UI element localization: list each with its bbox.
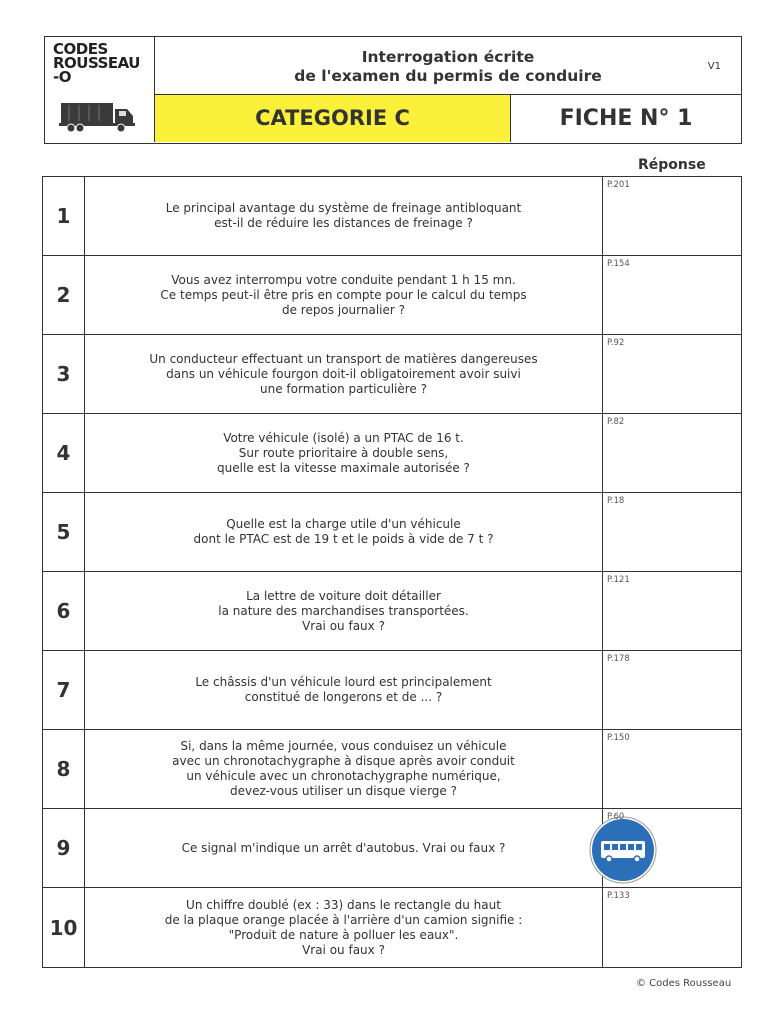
question-number: 4	[43, 414, 85, 492]
question-number: 2	[43, 256, 85, 334]
answer-box[interactable]	[603, 730, 741, 808]
fiche-number: FICHE N° 1	[559, 106, 693, 131]
logo-line-3: -O	[53, 68, 71, 86]
question-number: 9	[43, 809, 85, 887]
question-text-line: La lettre de voiture doit détailler	[246, 588, 441, 603]
question-row	[43, 335, 741, 414]
question-text	[85, 730, 603, 808]
question-row	[43, 493, 741, 572]
question-text-line: Votre véhicule (isolé) a un PTAC de 16 t.	[223, 430, 464, 445]
title-cell	[155, 37, 741, 95]
question-text	[85, 335, 603, 413]
question-text-line: de la plaque orange placée à l'arrière d'un camion signifie :	[164, 912, 523, 927]
question-text-line: avec un chronotachygraphe à disque après avoir conduit	[172, 754, 515, 768]
question-text	[85, 888, 603, 967]
page-reference: P.82	[607, 417, 625, 427]
question-number: 6	[43, 572, 85, 650]
page-reference: P.178	[607, 654, 630, 664]
question-number: 1	[43, 177, 85, 255]
category-cell	[155, 95, 511, 142]
question-text-line: dont le PTAC est de 19 t et le poids à vide de 7 t ?	[193, 532, 494, 546]
question-number: 3	[43, 335, 85, 413]
answer-box[interactable]	[603, 888, 741, 967]
codes-rousseau-logo	[53, 42, 153, 84]
question-text	[85, 809, 603, 887]
question-text-line: Sur route prioritaire à double sens,	[238, 445, 449, 460]
version-label: V1	[707, 61, 721, 72]
exam-header	[44, 36, 742, 144]
question-row	[43, 651, 741, 730]
page-reference: P.201	[607, 180, 630, 190]
question-text-line: Quelle est la charge utile d'un véhicule	[226, 517, 461, 531]
answer-box[interactable]	[603, 493, 741, 571]
answer-column-header: Réponse	[638, 157, 706, 173]
question-number: 5	[43, 493, 85, 571]
question-text-line: Le châssis d'un véhicule lourd est principalement	[195, 675, 492, 689]
question-text-line: Vous avez interrompu votre conduite pendant 1 h 15 mn.	[171, 272, 516, 287]
question-text-line: devez-vous utiliser un disque vierge ?	[230, 784, 457, 798]
category-label: CATEGORIE C	[255, 106, 410, 130]
logo-cell	[45, 37, 155, 142]
question-row	[43, 888, 741, 967]
question-text-line: Vrai ou faux ?	[302, 618, 385, 633]
question-text-line: "Produit de nature à polluer les eaux".	[228, 927, 459, 942]
answer-box[interactable]	[603, 256, 741, 334]
question-text	[85, 651, 603, 729]
question-text	[85, 572, 603, 650]
question-text-line: un véhicule avec un chronotachygraphe numérique,	[186, 769, 501, 783]
question-text-line: constitué de longerons et de ... ?	[244, 690, 443, 704]
question-text-line: Vrai ou faux ?	[302, 942, 385, 957]
question-text-line: Ce temps peut-il être pris en compte pour le calcul du temps	[160, 287, 527, 302]
question-text	[85, 493, 603, 571]
page-reference: P.121	[607, 575, 630, 585]
question-row	[43, 177, 741, 256]
question-text-line: Ce signal m'indique un arrêt d'autobus. Vrai ou faux ?	[181, 840, 506, 855]
exam-title-line-1: Interrogation écrite	[361, 48, 535, 66]
question-text-line: quelle est la vitesse maximale autorisée ?	[217, 460, 470, 475]
question-row	[43, 809, 741, 888]
page-reference: P.154	[607, 259, 630, 269]
copyright-footer: © Codes Rousseau	[636, 978, 732, 989]
question-number: 8	[43, 730, 85, 808]
question-text	[85, 256, 603, 334]
question-text-line: de repos journalier ?	[281, 302, 406, 317]
exam-title-line-2: de l'examen du permis de conduire	[294, 67, 602, 85]
question-text	[85, 414, 603, 492]
question-text-line: une formation particulière ?	[260, 381, 427, 396]
logo-line-1: CODES	[53, 40, 108, 58]
question-text-line: dans un véhicule fourgon doit-il obligatoirement avoir suivi	[166, 366, 521, 381]
question-row	[43, 414, 741, 493]
answer-box[interactable]	[603, 335, 741, 413]
question-text-line: Si, dans la même journée, vous conduisez un véhicule	[180, 739, 507, 753]
question-number: 10	[43, 888, 85, 967]
answer-box[interactable]	[603, 809, 741, 887]
answer-box[interactable]	[603, 572, 741, 650]
question-text-line: Un conducteur effectuant un transport de matières dangereuses	[149, 351, 538, 366]
answer-box[interactable]	[603, 414, 741, 492]
page-reference: P.133	[607, 891, 630, 901]
question-row	[43, 730, 741, 809]
question-number: 7	[43, 651, 85, 729]
question-text-line: Le principal avantage du système de freinage antibloquant	[165, 201, 522, 215]
logo-line-2: ROUSSEAU	[53, 54, 140, 72]
truck-icon	[59, 101, 137, 133]
question-text-line: Un chiffre doublé (ex : 33) dans le rectangle du haut	[186, 897, 501, 912]
answer-box[interactable]	[603, 177, 741, 255]
fiche-cell	[511, 95, 741, 142]
question-text-line: est-il de réduire les distances de freinage ?	[214, 216, 473, 230]
page-reference: P.150	[607, 733, 630, 743]
questions-table	[42, 176, 742, 968]
page-reference: P.92	[607, 338, 625, 348]
answer-box[interactable]	[603, 651, 741, 729]
question-row	[43, 572, 741, 651]
page-reference: P.60	[607, 812, 625, 822]
question-text-line: la nature des marchandises transportées.	[218, 603, 469, 618]
question-row	[43, 256, 741, 335]
question-text	[85, 177, 603, 255]
page-reference: P.18	[607, 496, 625, 506]
